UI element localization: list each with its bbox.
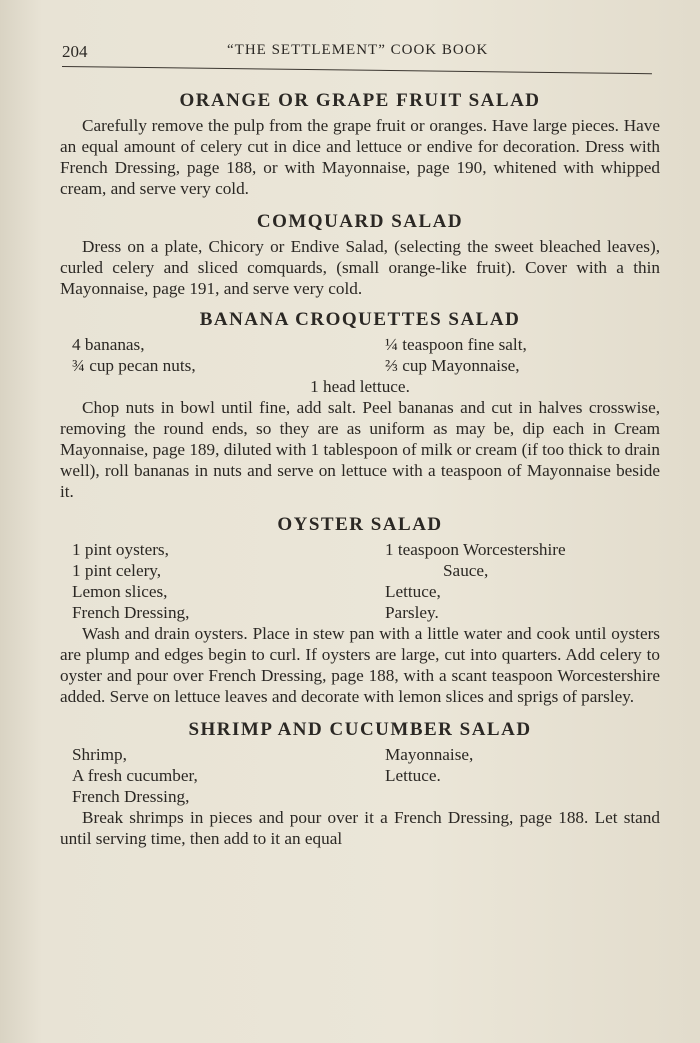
- ingredient: Lettuce.: [385, 766, 441, 785]
- recipe-directions: Dress on a plate, Chicory or Endive Salad, (selecting the sweet bleached leaves), curled celery and sliced comquards, (small orange-like fruit). Cover with a thin Mayonnaise, page 191, and serve very cold.: [60, 237, 660, 298]
- ingredient: 1 pint oysters,: [72, 540, 169, 559]
- recipe-banana-croquettes-salad: [60, 309, 660, 502]
- ingredient: A fresh cucumber,: [72, 766, 198, 785]
- ingredient-list: [60, 334, 660, 397]
- ingredient: French Dressing,: [72, 603, 190, 622]
- running-title: “THE SETTLEMENT” COOK BOOK: [227, 42, 489, 58]
- page-content: [60, 88, 660, 855]
- page-number: 204: [62, 42, 88, 61]
- recipe-directions: Carefully remove the pulp from the grape fruit or oranges. Have large pieces. Have an equal amount of celery cut in dice and lettuce or endive for decoration. Dress with French Dressing, page 188, or with Mayonnaise, page 190, whitened with whipped cream, and serve very cold.: [60, 116, 660, 198]
- ingredient: ⅔ cup Mayonnaise,: [385, 356, 520, 375]
- recipe-oyster-salad: [60, 514, 660, 707]
- ingredient-list: [60, 539, 660, 623]
- ingredient: Sauce,: [443, 561, 489, 580]
- ingredient: Parsley.: [385, 603, 439, 622]
- recipe-directions: Break shrimps in pieces and pour over it a French Dressing, page 188. Let stand until serving time, then add to it an equal: [60, 808, 660, 848]
- recipe-title: ORANGE OR GRAPE FRUIT SALAD: [179, 90, 541, 111]
- ingredient-list: [60, 744, 660, 807]
- recipe-title: OYSTER SALAD: [277, 514, 443, 535]
- recipe-title: BANANA CROQUETTES SALAD: [199, 309, 521, 330]
- ingredient: 4 bananas,: [72, 335, 145, 354]
- recipe-orange-grapefruit-salad: [60, 90, 660, 199]
- ingredient: ¾ cup pecan nuts,: [72, 356, 196, 375]
- recipe-directions: Chop nuts in bowl until fine, add salt. Peel bananas and cut in halves crosswise, removing the round ends, so they are as uniform as may be, dip each in Cream Mayonnaise, page 189, diluted with 1 tablespoon of milk or cream (if too thick to drain well), roll bananas in nuts and serve on lettuce with a teaspoon of Mayonnaise beside it.: [60, 398, 660, 501]
- ingredient: ¼ teaspoon fine salt,: [385, 335, 527, 354]
- ingredient: Lemon slices,: [72, 582, 168, 601]
- ingredient: French Dressing,: [72, 787, 190, 806]
- page-header: [62, 38, 660, 68]
- ingredient: 1 head lettuce.: [310, 377, 410, 396]
- recipe-shrimp-cucumber-salad: [60, 719, 660, 849]
- ingredient: Shrimp,: [72, 745, 127, 764]
- recipe-title: SHRIMP AND CUCUMBER SALAD: [188, 719, 532, 740]
- ingredient: 1 teaspoon Worcestershire: [385, 540, 566, 559]
- recipe-directions: Wash and drain oysters. Place in stew pan with a little water and cook until oysters are plump and edges begin to curl. If oysters are large, cut into quarters. Add celery to oyster and pour over French Dressing, page 188, with a scant teaspoon Worcestershire added. Serve on lettuce leaves and decorate with lemon slices and sprigs of parsley.: [60, 624, 660, 706]
- ingredient: Mayonnaise,: [385, 745, 474, 764]
- ingredient: Lettuce,: [385, 582, 441, 601]
- recipe-title: COMQUARD SALAD: [256, 211, 464, 232]
- ingredient: 1 pint celery,: [72, 561, 162, 580]
- recipe-comquard-salad: [60, 211, 660, 299]
